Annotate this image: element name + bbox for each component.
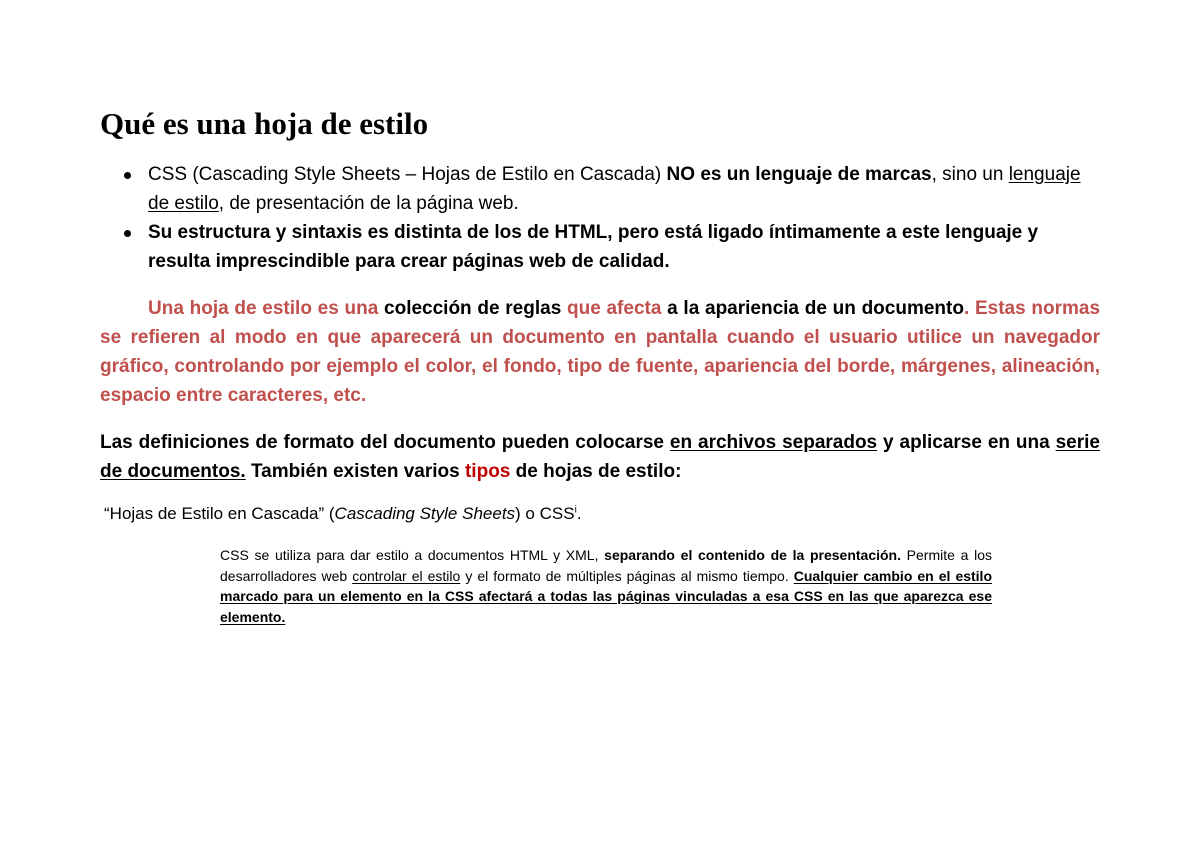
bullet-text: , sino un: [931, 164, 1009, 185]
paragraph-format-definitions: [100, 428, 1100, 486]
page-title: Qué es una hoja de estilo: [100, 106, 429, 141]
paragraph-style-sheet-definition: [100, 294, 1100, 410]
paragraph-text: Las definiciones de formato del documento pueden colocarse: [100, 432, 670, 453]
bullet-item-structure: [100, 218, 1100, 276]
quote-underlined-text: controlar el estilo: [352, 567, 461, 584]
paragraph-text: También existen varios: [245, 461, 465, 482]
css-name-italic: Cascading Style Sheets: [334, 504, 516, 523]
bullet-text: Su estructura y sintaxis es distinta de los de HTML, pero está ligado íntimamente a este lenguaje y resulta imprescindible para crear páginas web de calidad.: [148, 222, 1039, 272]
quote-bold-underlined-text: Cualquier cambio en el estilo marcado para un elemento en la CSS afectará a todas las páginas vinculadas a esa CSS en las que aparezca ese elemento.: [220, 567, 993, 625]
paragraph-css-name: [104, 500, 582, 528]
paragraph-red-text: . Estas normas se refieren al modo en que aparecerá un documento en pantalla cuando el usuario utilice un navegador gráfico, controlando por ejemplo el color, el fondo, tipo de fuente, apariencia del borde, márgenes, alineación, espacio entre caracteres, etc.: [100, 298, 1101, 406]
paragraph-underlined-text: en archivos separados: [669, 432, 878, 453]
quote-text: CSS se utiliza para dar estilo a documentos HTML y XML,: [220, 547, 605, 563]
paragraph-black-text: a la apariencia: [667, 298, 805, 319]
paragraph-text: de hojas de estilo:: [510, 461, 682, 482]
bullet-text: , de presentación de la página web.: [218, 193, 519, 214]
quote-text: y el formato de múltiples páginas al mismo tiempo.: [460, 567, 794, 584]
css-name-text: “Hojas de Estilo en Cascada” (: [104, 504, 335, 523]
css-quote-block: [220, 545, 992, 627]
paragraph-underlined-text: serie de documentos.: [100, 432, 1100, 482]
bullet-dot-icon: [124, 230, 131, 237]
bullet-dot-icon: [124, 172, 131, 179]
quote-text: Permite a los desarrolladores web: [220, 547, 992, 584]
paragraph-red-text: que afecta: [561, 298, 668, 319]
css-name-text: .: [576, 504, 582, 523]
bullet-item-css-definition: [100, 160, 1100, 218]
css-name-text: ) o CSS: [515, 504, 575, 523]
quote-bold-text: separando el contenido de la presentación.: [604, 547, 901, 563]
bullet-emphasis: NO es un lenguaje de marcas: [666, 164, 932, 185]
footnote-marker: i: [574, 504, 577, 516]
bullet-text: CSS (Cascading Style Sheets – Hojas de Estilo en Cascada): [148, 164, 667, 185]
paragraph-text: y aplicarse en una: [877, 432, 1056, 453]
paragraph-red-text: Una hoja de estilo es una: [148, 298, 385, 319]
paragraph-highlight-text: tipos: [464, 461, 511, 482]
bullet-underlined-term: lenguaje de estilo: [148, 164, 1081, 214]
bullet-list: [100, 160, 1100, 276]
paragraph-black-text: de un documento: [804, 298, 964, 319]
paragraph-black-text: colección de reglas: [384, 298, 562, 319]
